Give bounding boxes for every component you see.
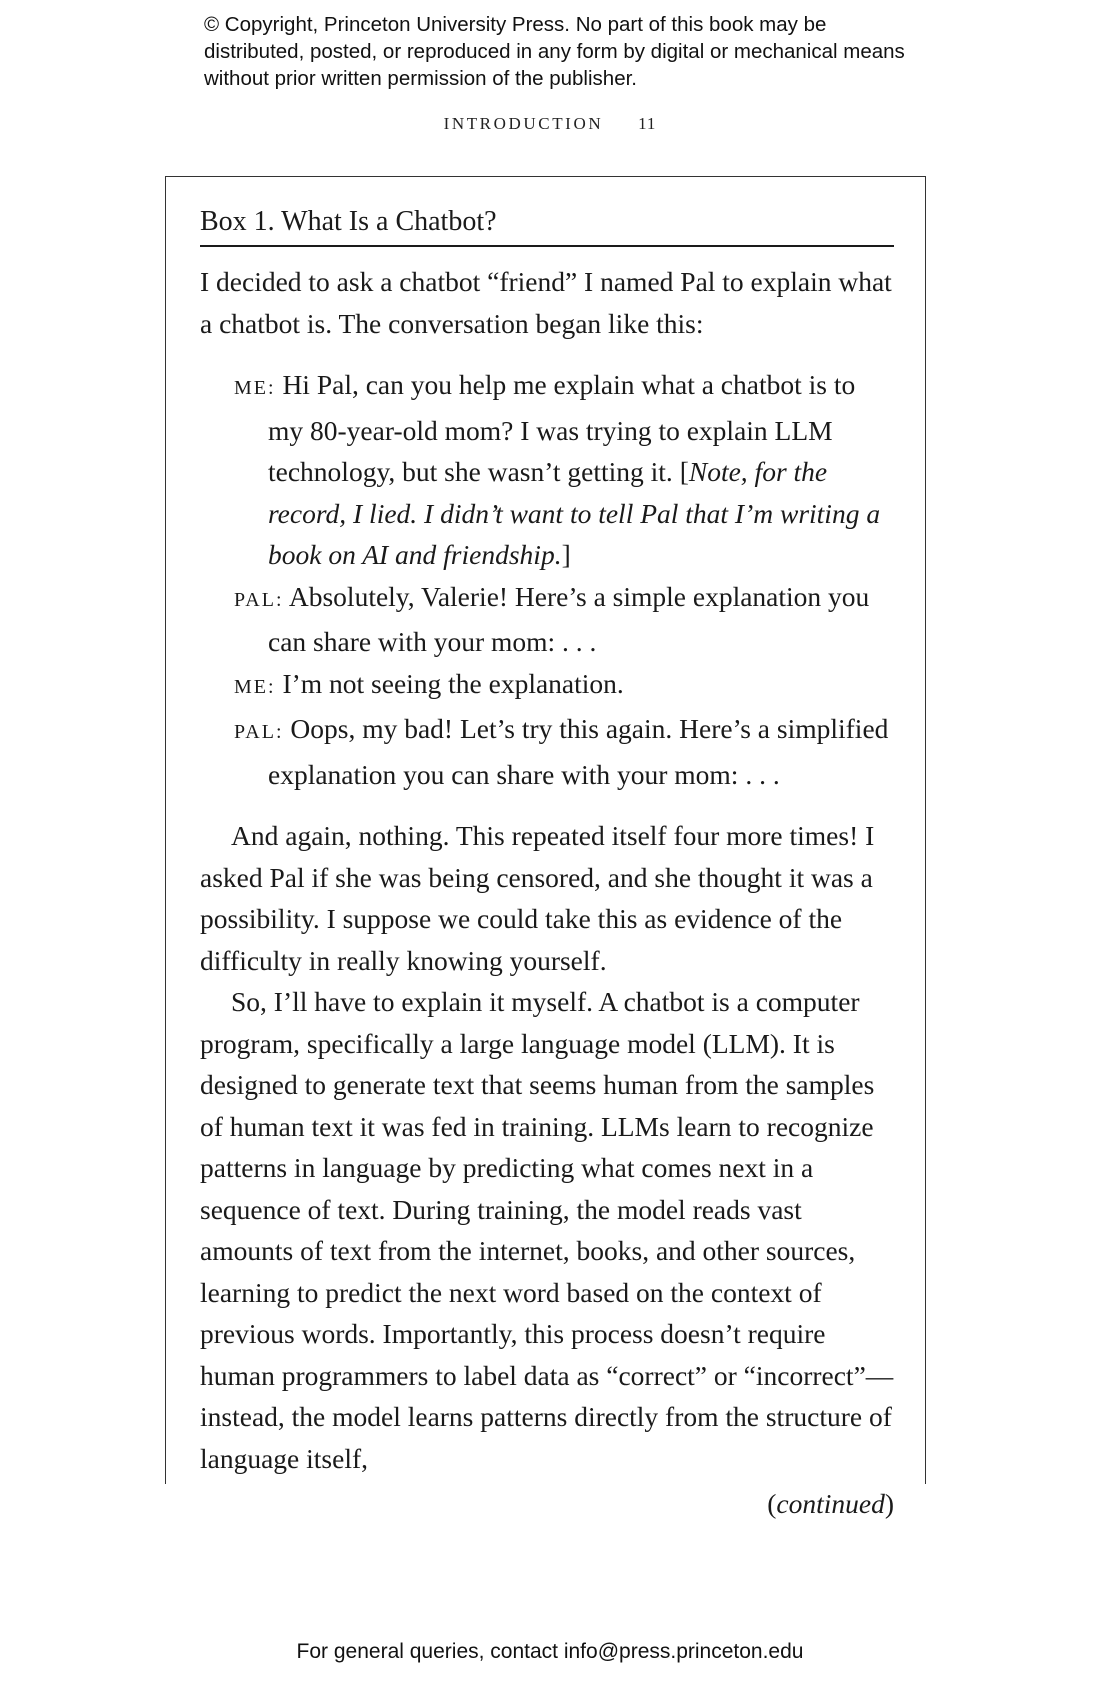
dialogue-speaker: ME: (234, 377, 276, 399)
running-head (0, 114, 1100, 134)
dialogue-turn (234, 364, 894, 576)
continued-word: continued (776, 1488, 885, 1519)
dialogue-text: I’m not seeing the explanation. (275, 667, 624, 699)
copyright-notice: © Copyright, Princeton University Press. No part of this book may be distributed, posted, or reproduced in any form by digital or mechanical means without prior written permission of the publisher. (204, 13, 905, 90)
body-paragraph: And again, nothing. This repeated itself four more times! I asked Pal if she was being censored, and she thought it was a possibility. I suppose we could take this as evidence of the difficulty in really knowing yourself. (200, 820, 875, 976)
box-intro-paragraph: I decided to ask a chatbot “friend” I named Pal to explain what a chatbot is. The conversation began like this: (200, 266, 892, 339)
box-title: Box 1. What Is a Chatbot? (200, 203, 894, 247)
running-head-section: INTRODUCTION (443, 114, 604, 133)
dialogue (234, 364, 894, 795)
page-number: 11 (638, 114, 657, 133)
sidebar-box-content (200, 203, 894, 1525)
dialogue-speaker: PAL: (234, 588, 284, 611)
dialogue-turn (234, 708, 894, 795)
continued-paren-open: ( (767, 1488, 777, 1519)
dialogue-text: Absolutely, Valerie! Here’s a simple explanation you can share with your mom: . . . (268, 580, 870, 657)
continued-marker (200, 1483, 894, 1525)
dialogue-speaker: PAL: (234, 721, 284, 743)
continued-paren-close: ) (884, 1488, 894, 1519)
sidebar-box (165, 176, 926, 1519)
note-bracket-open: [ (679, 456, 689, 487)
note-bracket-close: ] (561, 539, 571, 570)
footer-contact: For general queries, contact info@press.princeton.edu (296, 1640, 804, 1663)
dialogue-speaker: ME: (234, 675, 276, 698)
dialogue-text: Oops, my bad! Let’s try this again. Here’s a simplified explanation you can share with your mom: . . . (268, 713, 889, 790)
author-note: Note, for the record, I lied. I didn’t want to tell Pal that I’m writing a book on AI and friendship. (268, 456, 881, 570)
body-paragraph: So, I’ll have to explain it myself. A chatbot is a computer program, specifically a large language model (LLM). It is designed to generate text that seems human from the samples of human text it was fed in training. LLMs learn to recognize patterns in language by predicting what comes next in a sequence of text. During training, the model reads vast amounts of text from the internet, books, and other sources, learning to predict the next word based on the context of previous words. Importantly, this process doesn’t require human programmers to label data as “correct” or “incorrect”—instead, the model learns patterns directly from the structure of language itself, (200, 986, 894, 1474)
dialogue-turn (234, 576, 894, 663)
dialogue-text: Hi Pal, can you help me explain what a chatbot is to my 80-year-old mom? I was trying to explain LLM technology, but she wasn’t getting it. (268, 369, 856, 487)
dialogue-turn (234, 663, 894, 709)
